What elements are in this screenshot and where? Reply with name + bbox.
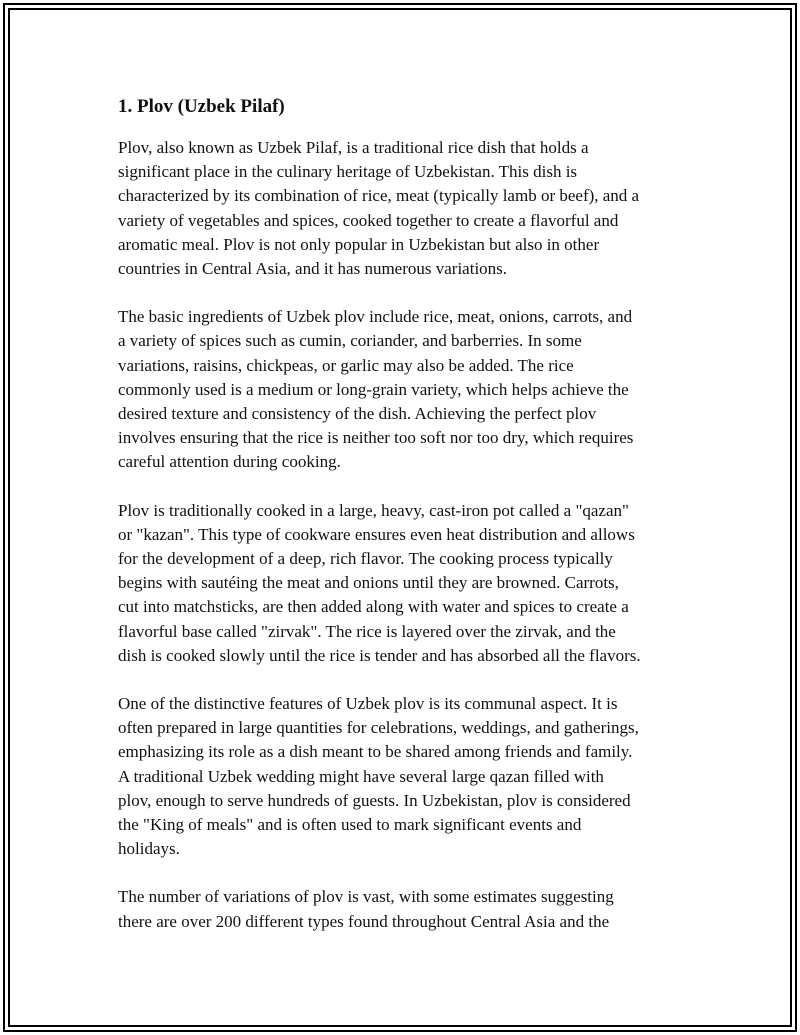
- paragraph-communal: One of the distinctive features of Uzbek plov is its communal aspect. It is often prepared in large quantities for celebrations, weddings, and gatherings, emphasizing its role as a dish meant to be shared among friends and family. A traditional Uzbek wedding might have several large qazan filled with plov, enough to serve hundreds of guests. In Uzbekistan, plov is considered the "King of meals" and is often used to mark significant events and holidays.: [118, 694, 639, 859]
- paragraph-introduction: Plov, also known as Uzbek Pilaf, is a traditional rice dish that holds a significant place in the culinary heritage of Uzbekistan. This dish is characterized by its combination of rice, meat (typically lamb or beef), and a variety of vegetables and spices, cooked together to create a flavorful and aromatic meal. Plov is not only popular in Uzbekistan but also in other countries in Central Asia, and it has numerous variations.: [118, 138, 640, 279]
- paragraph-variations: The number of variations of plov is vast, with some estimates suggesting there are over 200 different types found throughout Central Asia and the: [118, 887, 614, 931]
- paragraph-cooking: Plov is traditionally cooked in a large, heavy, cast-iron pot called a "qazan" or "kazan". This type of cookware ensures even heat distribution and allows for the development of a deep, rich flavor. The cooking process typically begins with sautéing the meat and onions until they are browned. Carrots, cut into matchsticks, are then added along with water and spices to create a flavorful base called "zirvak". The rice is layered over the zirvak, and the dish is cooked slowly until the rice is tender and has absorbed all the flavors.: [118, 500, 641, 665]
- paragraph-ingredients: The basic ingredients of Uzbek plov include rice, meat, onions, carrots, and a variety of spices such as cumin, coriander, and barberries. In some variations, raisins, chickpeas, or garlic may also be added. The rice commonly used is a medium or long-grain variety, which helps achieve the desired texture and consistency of the dish. Achieving the perfect plov involves ensuring that the rice is neither too soft nor too dry, which requires careful attention during cooking.: [118, 307, 634, 472]
- section-title: 1. Plov (Uzbek Pilaf): [118, 96, 285, 117]
- document-body: [118, 93, 688, 958]
